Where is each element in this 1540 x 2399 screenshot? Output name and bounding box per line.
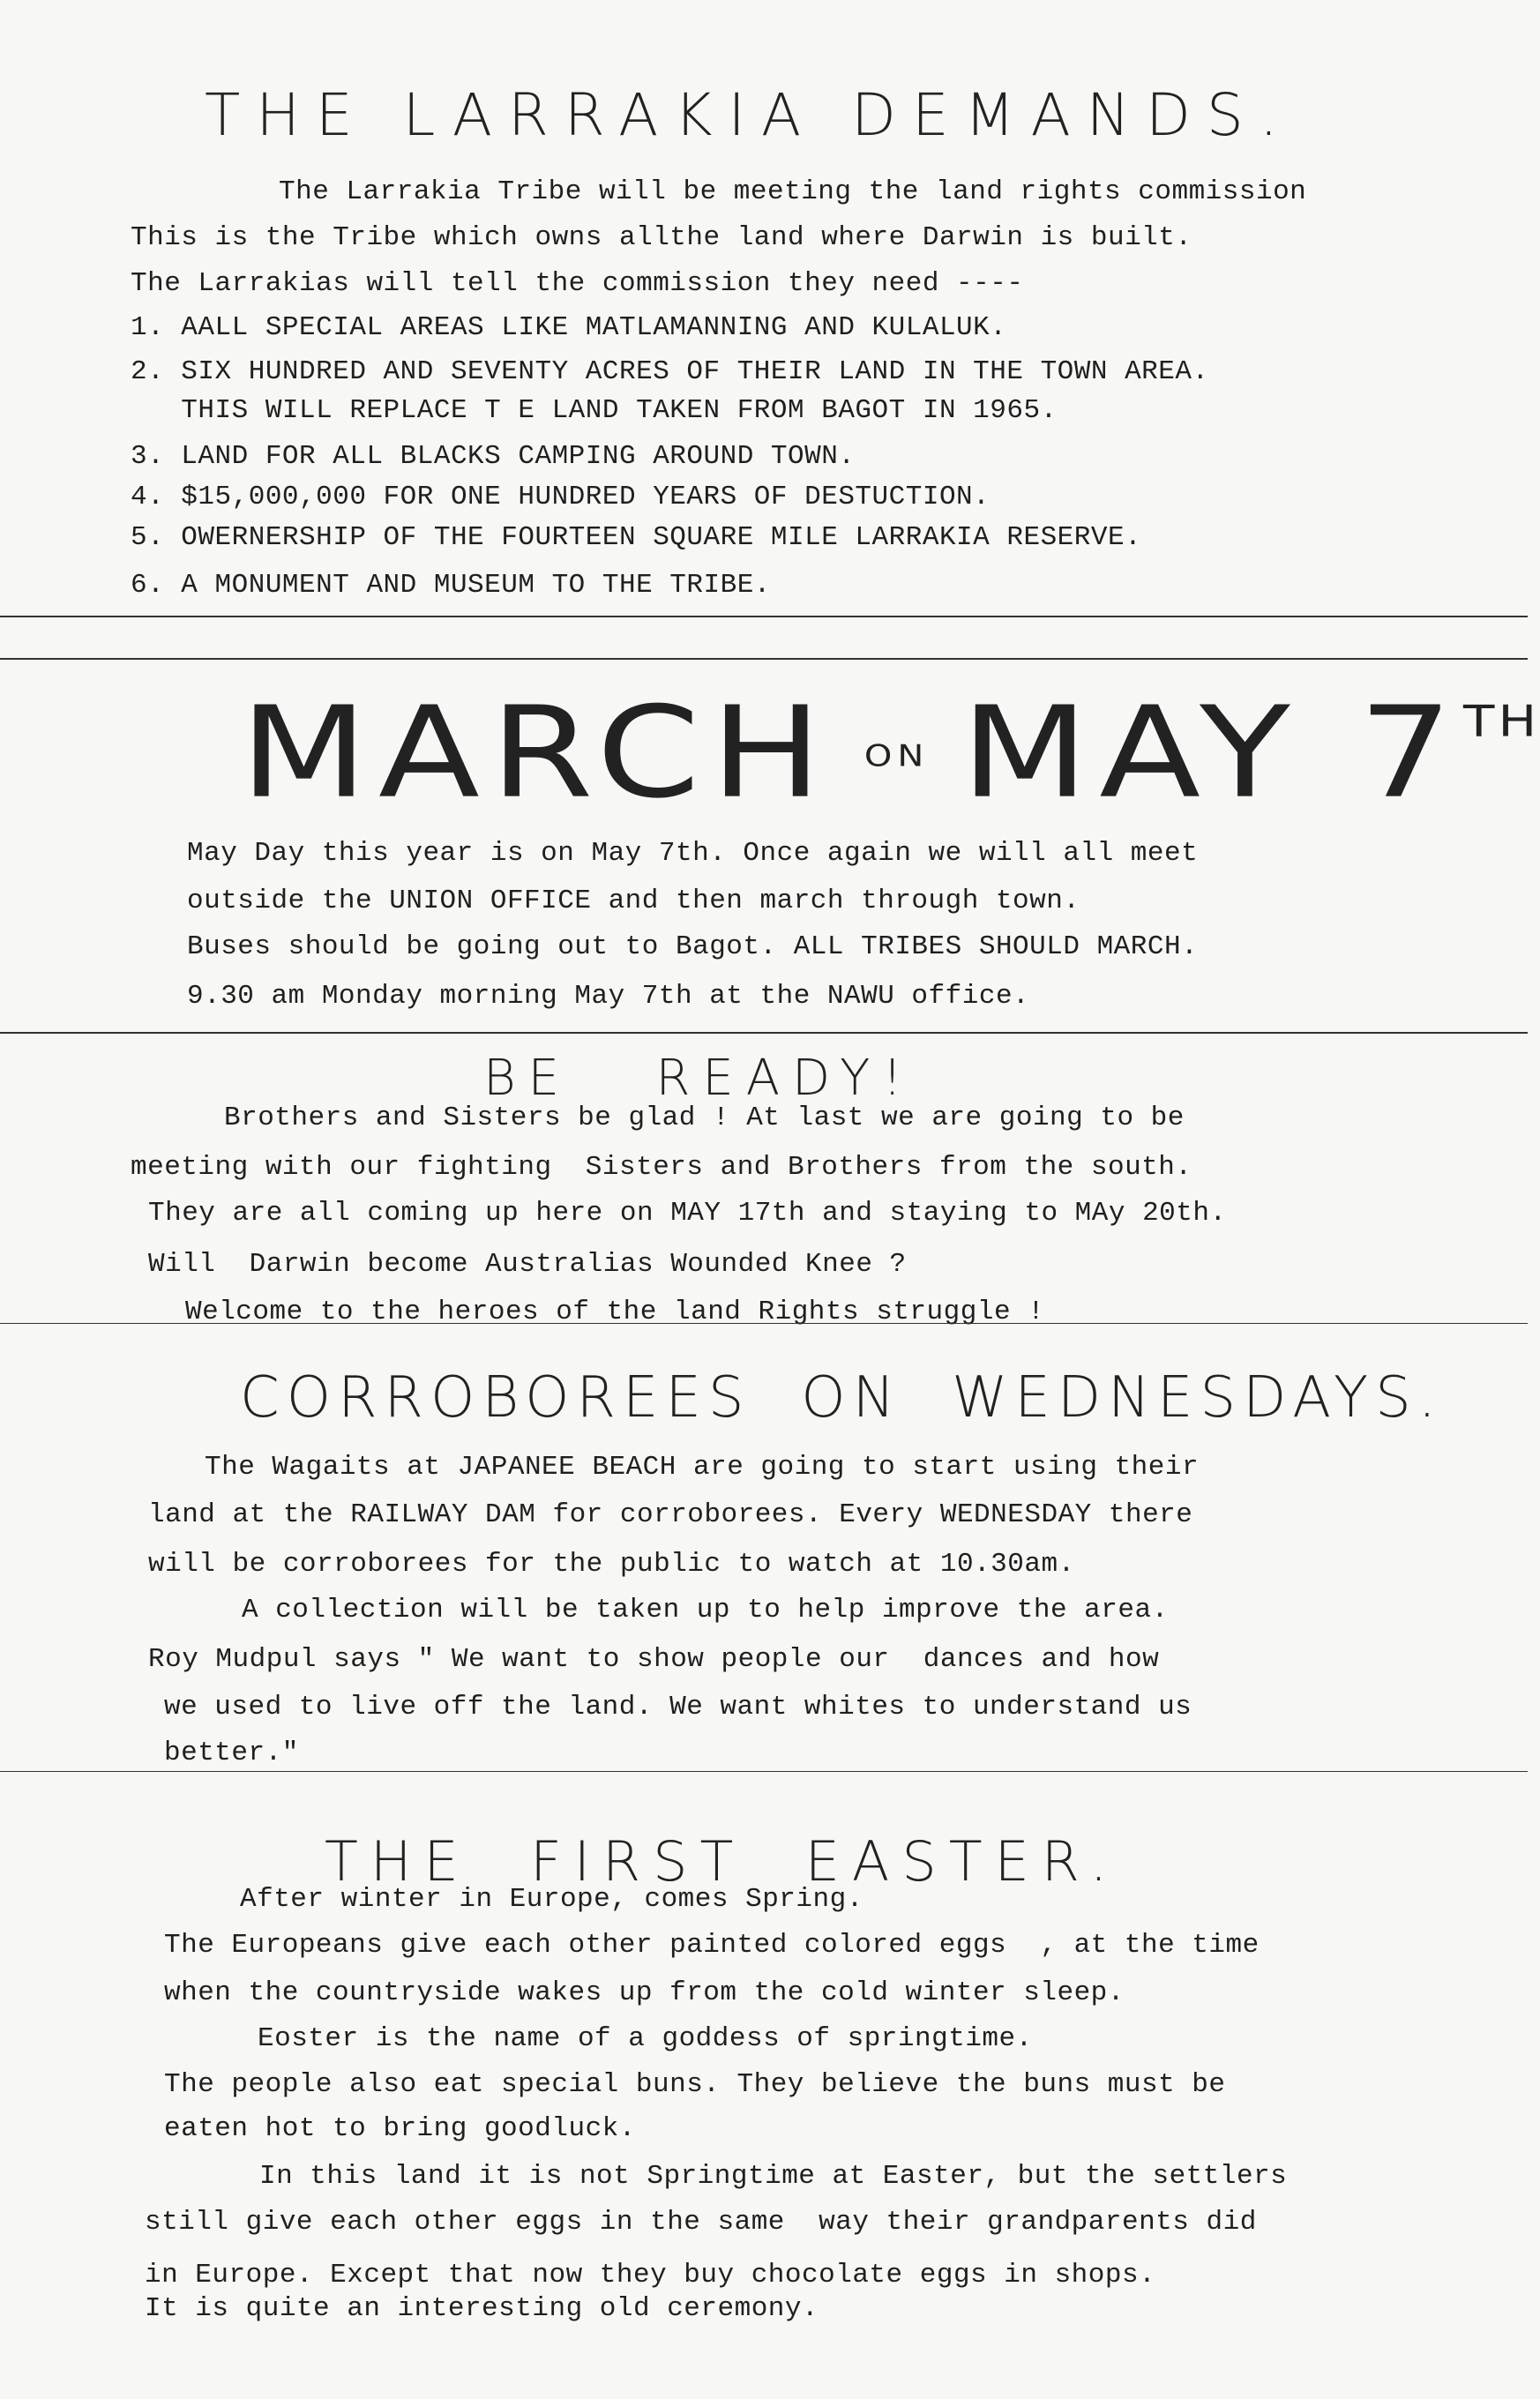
demands-line: This is the Tribe which owns allthe land where Darwin is built. — [131, 222, 1192, 253]
demand-item-4: 4. $15,000,000 FOR ONE HUNDRED YEARS OF DESTUCTION. — [131, 482, 991, 512]
section-divider — [0, 658, 1528, 660]
easter-line: in Europe. Except that now they buy chocolate eggs in shops. — [145, 2260, 1156, 2291]
ready-line: meeting with our fighting Sisters and Brothers from the south. — [131, 1152, 1192, 1183]
corroborees-line: better." — [164, 1738, 299, 1768]
march-line: outside the UNION OFFICE and then march through town. — [187, 886, 1080, 916]
easter-line: Eoster is the name of a goddess of springtime. — [258, 2023, 1033, 2054]
section-divider — [0, 1323, 1528, 1324]
easter-line: The people also eat special buns. They believe the buns must be — [164, 2069, 1226, 2100]
section-divider — [0, 1771, 1528, 1772]
march-title-on: ON — [863, 739, 930, 774]
demand-item-6: 6. A MONUMENT AND MUSEUM TO THE TRIBE. — [131, 570, 771, 601]
section-divider — [0, 1032, 1528, 1034]
easter-title: THE FIRST EASTER. — [325, 1829, 1120, 1894]
ready-line: Brothers and Sisters be glad ! At last we are going to be — [224, 1102, 1185, 1133]
demands-line: The Larrakia Tribe will be meeting the land rights commission — [279, 176, 1307, 207]
easter-line: It is quite an interesting old ceremony. — [145, 2293, 819, 2324]
demand-item-5: 5. OWERNERSHIP OF THE FOURTEEN SQUARE MILE LARRAKIA RESERVE. — [131, 522, 1142, 553]
easter-line: still give each other eggs in the same way their grandparents did — [145, 2207, 1257, 2238]
march-title-main: MARCH — [240, 679, 833, 826]
corroborees-line: The Wagaits at JAPANEE BEACH are going to start using their — [205, 1452, 1200, 1483]
march-title — [240, 679, 1540, 826]
demands-title: THE LARRAKIA DEMANDS. — [205, 81, 1294, 149]
ready-line: They are all coming up here on MAY 17th and staying to MAy 20th. — [148, 1198, 1227, 1229]
march-title-may: MAY 7 — [961, 679, 1464, 826]
easter-line: In this land it is not Springtime at Easter, but the settlers — [259, 2161, 1288, 2192]
corroborees-line: A collection will be taken up to help improve the area. — [242, 1595, 1169, 1625]
easter-line: The Europeans give each other painted colored eggs , at the time — [164, 1930, 1260, 1961]
easter-line: when the countryside wakes up from the cold winter sleep. — [164, 1977, 1125, 2008]
demand-item-3: 3. LAND FOR ALL BLACKS CAMPING AROUND TOWN. — [131, 441, 856, 472]
ready-line: Will Darwin become Australias Wounded Knee ? — [148, 1249, 907, 1280]
demand-item-1: 1. AALL SPECIAL AREAS LIKE MATLAMANNING AND KULALUK. — [131, 312, 1007, 343]
corroborees-title: CORROBOREES ON WEDNESDAYS. — [240, 1365, 1444, 1431]
demands-line: The Larrakias will tell the commission they need ---- — [131, 268, 1024, 299]
ready-title: BE READY! — [483, 1050, 915, 1107]
easter-line: eaten hot to bring goodluck. — [164, 2113, 636, 2144]
march-line: May Day this year is on May 7th. Once again we will all meet — [187, 838, 1199, 869]
ready-line: Welcome to the heroes of the land Rights struggle ! — [185, 1297, 1045, 1327]
march-line: 9.30 am Monday morning May 7th at the NAWU office. — [187, 981, 1030, 1012]
section-divider — [0, 616, 1528, 617]
demand-item-2: 2. SIX HUNDRED AND SEVENTY ACRES OF THEIR LAND IN THE TOWN AREA. — [131, 356, 1209, 387]
corroborees-line: will be corroborees for the public to watch at 10.30am. — [148, 1549, 1075, 1580]
easter-line: After winter in Europe, comes Spring. — [240, 1884, 863, 1915]
march-line: Buses should be going out to Bagot. ALL TRIBES SHOULD MARCH. — [187, 931, 1199, 962]
demand-item-2-cont: THIS WILL REPLACE T E LAND TAKEN FROM BAGOT IN 1965. — [131, 395, 1058, 426]
march-title-sup: TH — [1463, 695, 1540, 747]
corroborees-line: Roy Mudpul says " We want to show people our dances and how — [148, 1644, 1160, 1675]
corroborees-line: we used to live off the land. We want whites to understand us — [164, 1692, 1192, 1723]
corroborees-line: land at the RAILWAY DAM for corroborees. Every WEDNESDAY there — [148, 1499, 1193, 1530]
